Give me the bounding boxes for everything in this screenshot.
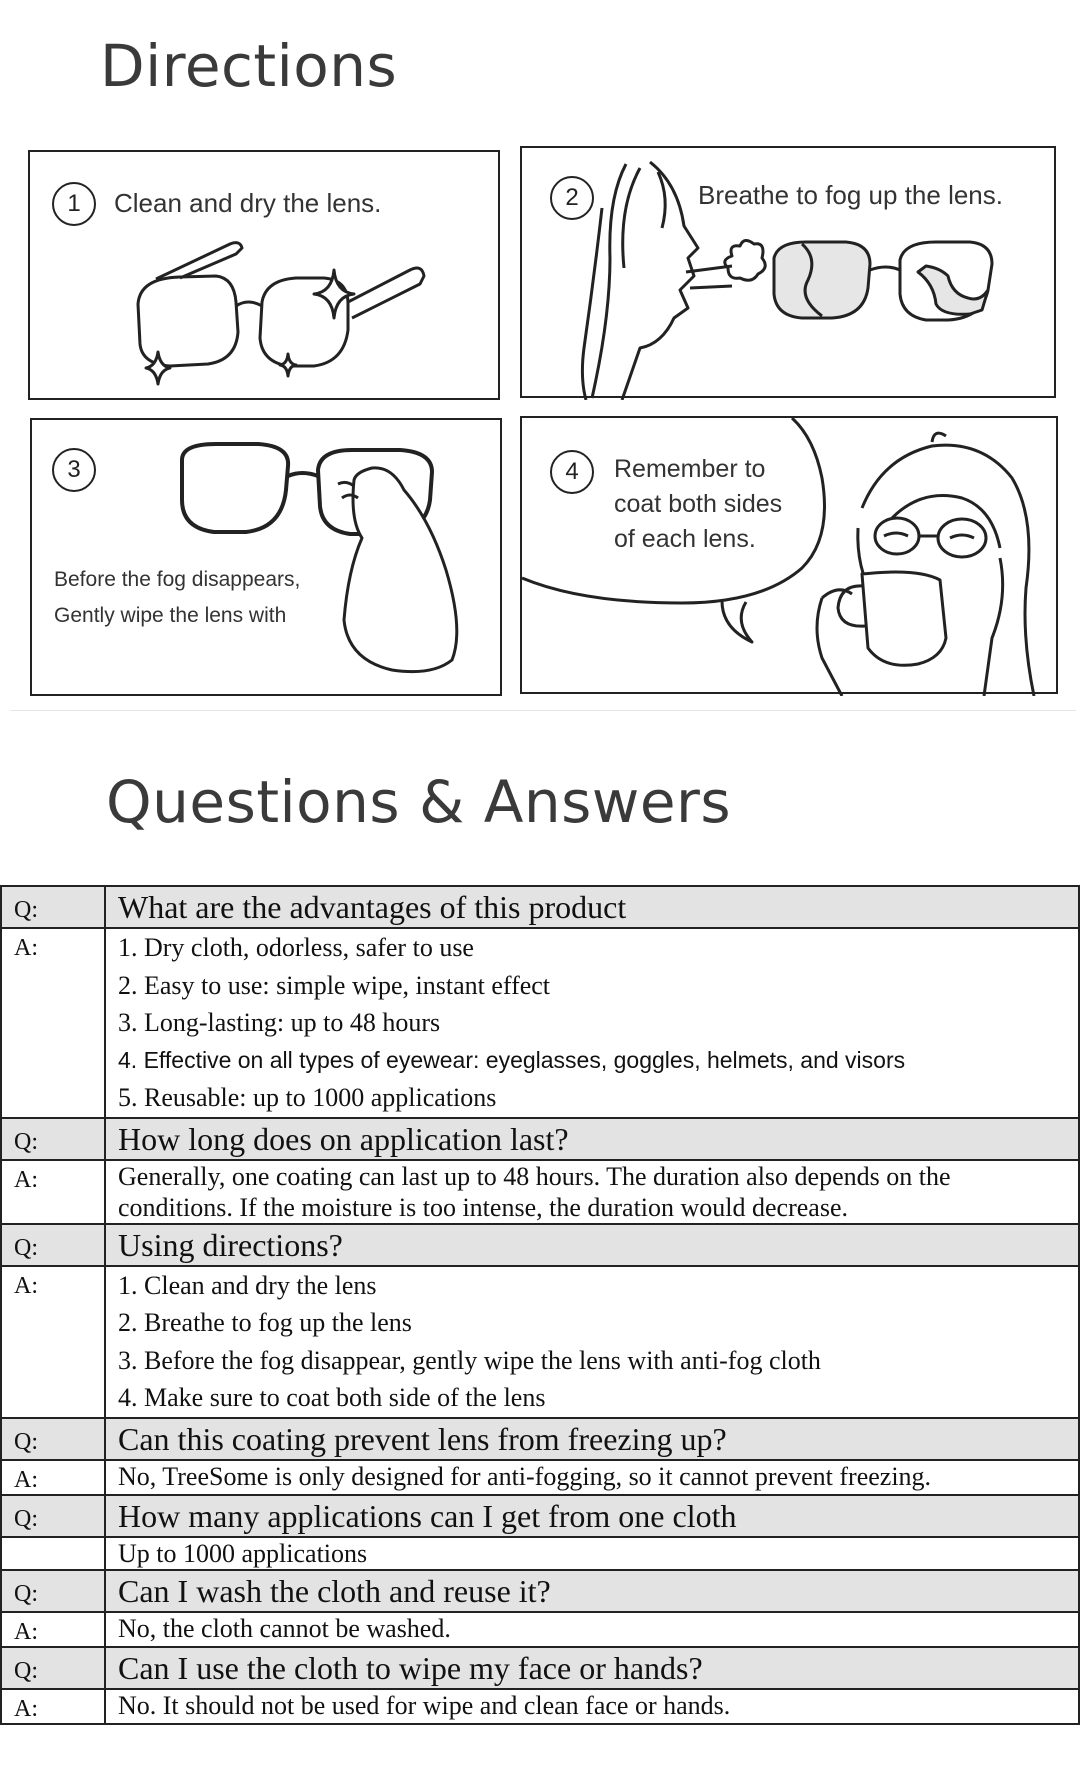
answer-row [1,1160,1079,1224]
answer-line: 3. Long-lasting: up to 48 hours [118,1008,441,1037]
answer-line: Generally, one coating can last up to 48 hours. The duration also depends on the [118,1161,951,1191]
answer-text [105,1612,1079,1647]
answer-row [1,1460,1079,1495]
question-label: Q: [1,1647,105,1689]
question-label: Q: [1,886,105,928]
question-text: How long does on application last? [105,1118,1079,1160]
answer-line: 5. Reusable: up to 1000 applications [118,1083,497,1112]
answer-text [105,928,1079,1118]
directions-title: Directions [100,32,398,100]
question-text: Using directions? [105,1224,1079,1266]
answer-text [105,1537,1079,1570]
answer-row [1,1689,1079,1724]
coat-both-sides-illustration [522,418,1060,696]
step-4-text-line-3: of each lens. [614,525,756,553]
answer-line: 2. Breathe to fog up the lens [118,1308,412,1337]
step-4-number: 4 [550,450,594,494]
answer-line: 4. Effective on all types of eyewear: eyeglasses, goggles, helmets, and visors [118,1046,906,1073]
answer-line: 3. Before the fog disappear, gently wipe the lens with anti-fog cloth [118,1345,821,1375]
step-1-panel [28,150,500,400]
question-row [1,1418,1079,1460]
answer-line: 4. Make sure to coat both side of the lens [118,1383,546,1412]
answer-row [1,1537,1079,1570]
question-text: What are the advantages of this product [105,886,1079,928]
answer-label [1,1537,105,1570]
step-3-text-line-1: Before the fog disappears, [54,568,301,591]
question-label: Q: [1,1118,105,1160]
answer-line: No, the cloth cannot be washed. [118,1613,451,1643]
answer-text [105,1460,1079,1495]
wipe-lens-illustration [32,420,504,698]
answer-line: conditions. If the moisture is too intense, the duration would decrease. [118,1192,848,1222]
answer-text [105,1266,1079,1418]
answer-text [105,1160,1079,1224]
answer-line: No, TreeSome is only designed for anti-fogging, so it cannot prevent freezing. [118,1461,932,1491]
step-3-panel [30,418,502,696]
question-label: Q: [1,1418,105,1460]
question-row [1,1224,1079,1266]
answer-label: A: [1,1689,105,1724]
answer-row [1,1266,1079,1418]
step-1-text: Clean and dry the lens. [114,188,382,218]
question-label: Q: [1,1495,105,1537]
step-2-number: 2 [550,176,594,220]
answer-label: A: [1,1160,105,1224]
step-2-text: Breathe to fog up the lens. [698,180,1003,210]
step-1-number: 1 [52,182,96,226]
step-3-number: 3 [52,448,96,492]
question-row [1,886,1079,928]
answer-row [1,1612,1079,1647]
question-text: How many applications can I get from one cloth [105,1495,1079,1537]
step-2-panel [520,146,1056,398]
answer-label: A: [1,1612,105,1647]
answer-row [1,928,1079,1118]
answer-label: A: [1,1460,105,1495]
question-row [1,1118,1079,1160]
step-4-text-line-2: coat both sides [614,490,783,518]
answer-line: 1. Clean and dry the lens [118,1270,377,1300]
qa-table [0,885,1080,1725]
clean-glasses-illustration [30,152,502,402]
question-label: Q: [1,1224,105,1266]
breathe-fog-illustration [522,148,1058,400]
answer-label: A: [1,928,105,1118]
question-text: Can this coating prevent lens from freezing up? [105,1418,1079,1460]
qa-title: Questions & Answers [106,768,732,836]
question-row [1,1495,1079,1537]
question-text: Can I wash the cloth and reuse it? [105,1570,1079,1612]
answer-line: 1. Dry cloth, odorless, safer to use [118,933,474,962]
answer-line: No. It should not be used for wipe and clean face or hands. [118,1690,731,1720]
answer-text [105,1689,1079,1724]
question-label: Q: [1,1570,105,1612]
question-row [1,1570,1079,1612]
answer-line: 2. Easy to use: simple wipe, instant effect [118,970,551,1000]
question-text: Can I use the cloth to wipe my face or hands? [105,1647,1079,1689]
section-divider [10,710,1076,711]
answer-line: Up to 1000 applications [118,1538,368,1568]
answer-label: A: [1,1266,105,1418]
step-4-panel [520,416,1058,694]
step-3-text-line-2: Gently wipe the lens with [54,604,287,627]
question-row [1,1647,1079,1689]
step-4-text-line-1: Remember to [614,455,766,483]
